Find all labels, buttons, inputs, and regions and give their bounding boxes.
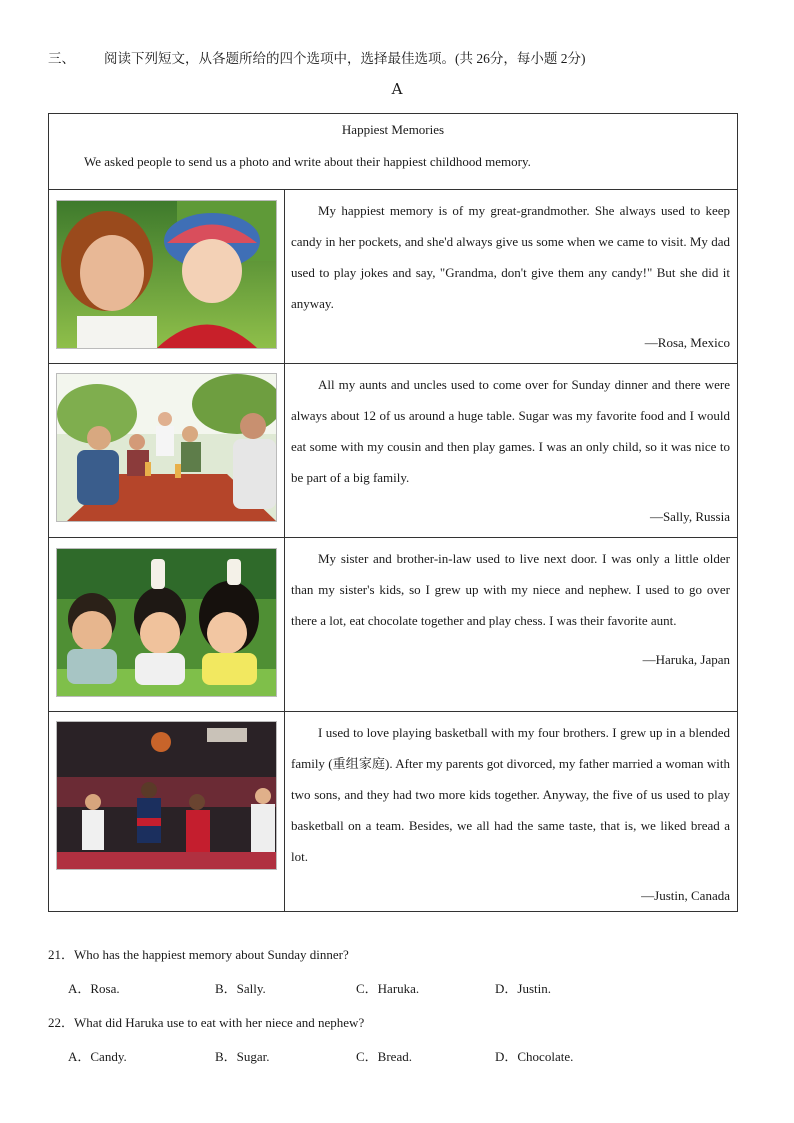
entry-text-cell: [285, 712, 738, 912]
question-21-option-d[interactable]: D．Justin.: [495, 981, 551, 996]
question-21-option-a[interactable]: A．Rosa.: [68, 981, 120, 996]
question-21-stem: 21．Who has the happiest memory about Sunday dinner?: [48, 947, 349, 962]
entry-signature: —Sally, Russia: [649, 509, 730, 524]
entry-row: [49, 364, 738, 538]
three-children-photo-icon: [56, 548, 277, 697]
question-21-option-b[interactable]: B．Sally.: [215, 981, 266, 996]
entry-photo-cell: [49, 712, 285, 912]
section-heading: [48, 47, 586, 67]
entry-signature: —Haruka, Japan: [642, 652, 730, 667]
entry-story: My happiest memory is of my great-grandmother. She always used to keep candy in her pockets, and she'd always give us some when we came to visit. My dad used to play jokes and say, "Grandma, don't give them any candy!" But she did it anyway.: [291, 203, 730, 311]
passage-table: [48, 113, 738, 912]
entry-photo-cell: [49, 364, 285, 538]
entry-story: All my aunts and uncles used to come over for Sunday dinner and there were always about 12 of us around a huge table. Sugar was my favorite food and I would eat some with my cousin and then play games. I was an only child, so it was nice to be part of a big family.: [291, 377, 730, 485]
question-22-option-a[interactable]: A．Candy.: [68, 1049, 127, 1064]
entry-story: My sister and brother-in-law used to live next door. I was only a little older than my sister's kids, so I grew up with my niece and nephew. I used to go over there a lot, eat chocolate together and play chess. I was their favorite aunt.: [291, 551, 730, 628]
passage-letter: A: [391, 80, 403, 98]
entry-row: [49, 538, 738, 712]
question-22-option-d[interactable]: D．Chocolate.: [495, 1049, 574, 1064]
entry-photo-cell: [49, 190, 285, 364]
entry-text-cell: [285, 538, 738, 712]
entry-signature: —Justin, Canada: [641, 888, 730, 903]
section-number: 三、: [48, 51, 75, 66]
passage-header: [49, 114, 738, 190]
passage-title: Happiest Memories: [341, 122, 445, 137]
question-21-option-c[interactable]: C．Haruka.: [356, 981, 420, 996]
section-instruction: 阅读下列短文，从各题所给的四个选项中，选择最佳选项。(共 26分，每小题 2分): [104, 51, 586, 66]
entry-photo-cell: [49, 538, 285, 712]
passage-intro: We asked people to send us a photo and write about their happiest childhood memory.: [84, 154, 531, 169]
entry-signature: —Rosa, Mexico: [644, 335, 730, 350]
entry-text-cell: [285, 364, 738, 538]
family-dinner-photo-icon: [56, 373, 277, 522]
entry-row: [49, 190, 738, 364]
question-22-stem: 22．What did Haruka use to eat with her niece and nephew?: [48, 1015, 365, 1030]
question-22-option-c[interactable]: C．Bread.: [356, 1049, 412, 1064]
question-22-option-b[interactable]: B．Sugar.: [215, 1049, 270, 1064]
entry-story: I used to love playing basketball with my four brothers. I grew up in a blended family (重组家庭). After my parents got divorced, my father married a woman with two sons, and they had two more kids together. Anyway, the five of us used to play basketball on a team. Besides, we all had the same taste, that is, we liked bread a lot.: [291, 725, 730, 864]
entry-row: [49, 712, 738, 912]
entry-text-cell: [285, 190, 738, 364]
basketball-game-photo-icon: [56, 721, 277, 870]
grandmother-and-child-photo-icon: [56, 200, 277, 349]
